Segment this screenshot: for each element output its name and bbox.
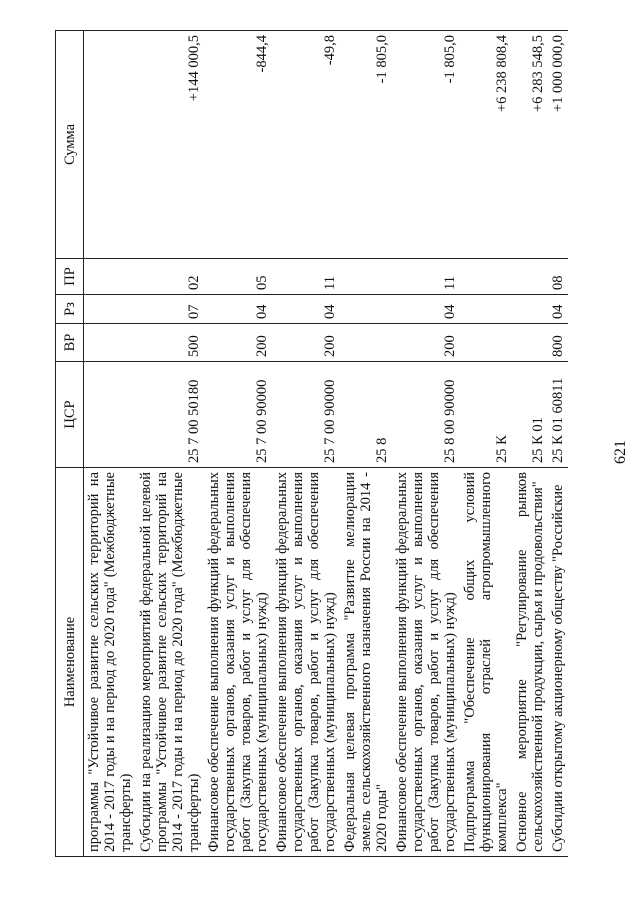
row-vr: 800 [548, 324, 568, 362]
row-rz: 04 [548, 295, 568, 324]
row-rz [340, 295, 392, 324]
row-rz [512, 295, 548, 324]
row-csr: 25 8 [340, 362, 392, 468]
row-rz [460, 295, 512, 324]
row-vr [460, 324, 512, 362]
table-row [136, 31, 204, 857]
header-csr: ЦСР [56, 362, 84, 468]
row-rz: 07 [136, 295, 204, 324]
header-sum: Сумма [56, 31, 84, 259]
row-vr [512, 324, 548, 362]
row-name: Федеральная целевая программа "Развитие мелиорации земель сельскохозяйственного назначения России на 2014 - 2020 годы" [340, 468, 392, 857]
header-name: Наименование [56, 468, 84, 857]
row-sum: -844,4 [204, 31, 272, 259]
row-rz [84, 295, 137, 324]
row-name: программы "Устойчивое развитие сельских территорий на 2014 - 2017 годы и на период до 2020 года" (Межбюджетные трансферты) [84, 468, 137, 857]
row-name: Финансовое обеспечение выполнения функций федеральных государственных органов, оказания услуг и выполнения работ (Закупка товаров, работ и услуг для обеспечения государственных (муниципальных) нужд) [272, 468, 340, 857]
row-pr: 08 [548, 259, 568, 295]
row-pr [84, 259, 137, 295]
row-vr: 500 [136, 324, 204, 362]
row-sum: -49,8 [272, 31, 340, 259]
budget-table [55, 30, 568, 857]
row-pr: 11 [272, 259, 340, 295]
row-csr [84, 362, 137, 468]
row-csr: 25 8 00 90000 [392, 362, 460, 468]
row-pr: 02 [136, 259, 204, 295]
row-sum: -1 805,0 [340, 31, 392, 259]
table-row [340, 31, 392, 857]
row-pr: 05 [204, 259, 272, 295]
row-rz: 04 [272, 295, 340, 324]
table-row [84, 31, 137, 857]
row-pr [460, 259, 512, 295]
table-header-row [56, 31, 84, 857]
row-csr: 25 К 01 60811 [548, 362, 568, 468]
table-row [204, 31, 272, 857]
row-sum: +6 283 548,5 [512, 31, 548, 259]
row-vr [84, 324, 137, 362]
row-vr [340, 324, 392, 362]
row-sum: -1 805,0 [392, 31, 460, 259]
page-number: 621 [612, 440, 629, 464]
row-csr: 25 7 00 90000 [272, 362, 340, 468]
row-csr: 25 К 01 [512, 362, 548, 468]
row-name: Субсидии открытому акционерному обществу "Российские [548, 468, 568, 857]
header-rz: Рз [56, 295, 84, 324]
row-sum: +6 238 808,4 [460, 31, 512, 259]
header-vr: ВР [56, 324, 84, 362]
row-pr [340, 259, 392, 295]
row-pr [512, 259, 548, 295]
row-sum: +144 000,5 [136, 31, 204, 259]
table-row [512, 31, 548, 857]
row-sum: +1 000 000,0 [548, 31, 568, 259]
row-name: Финансовое обеспечение выполнения функций федеральных государственных органов, оказания услуг и выполнения работ (Закупка товаров, работ и услуг для обеспечения государственных (муниципальных) нужд) [204, 468, 272, 857]
table-row [460, 31, 512, 857]
header-pr: ПР [56, 259, 84, 295]
row-csr: 25 7 00 90000 [204, 362, 272, 468]
row-rz: 04 [204, 295, 272, 324]
row-sum [84, 31, 137, 259]
table-row [272, 31, 340, 857]
row-vr: 200 [272, 324, 340, 362]
row-name: Финансовое обеспечение выполнения функций федеральных государственных органов, оказания услуг и выполнения работ (Закупка товаров, работ и услуг для обеспечения государственных (муниципальных) нужд) [392, 468, 460, 857]
row-name: Подпрограмма "Обеспечение общих условий функционирования отраслей агропромышленного комплекса" [460, 468, 512, 857]
table-row [548, 31, 568, 857]
row-vr: 200 [204, 324, 272, 362]
row-name: Субсидии на реализацию мероприятий федеральной целевой программы "Устойчивое развитие сельских территорий на 2014 - 2017 годы и на период до 2020 года" (Межбюджетные трансферты) [136, 468, 204, 857]
row-csr: 25 7 00 50180 [136, 362, 204, 468]
row-pr: 11 [392, 259, 460, 295]
row-vr: 200 [392, 324, 460, 362]
row-csr: 25 К [460, 362, 512, 468]
table-row [392, 31, 460, 857]
row-rz: 04 [392, 295, 460, 324]
row-name: Основное мероприятие "Регулирование рынков сельскохозяйственной продукции, сырья и продовольствия" [512, 468, 548, 857]
